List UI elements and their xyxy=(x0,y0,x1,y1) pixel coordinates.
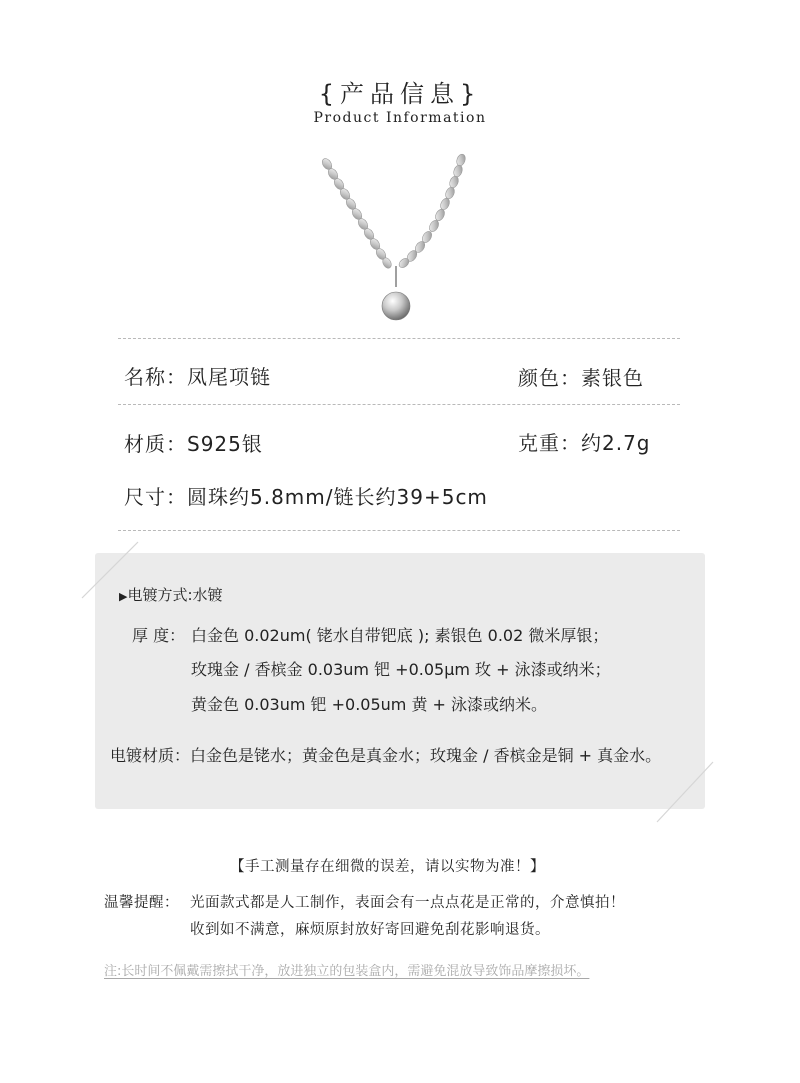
plating-info-panel xyxy=(95,553,705,809)
divider xyxy=(118,530,680,531)
notice-headline: 【手工测量存在细微的误差，请以实物为准！】 xyxy=(230,859,545,875)
spec-material: 材质：S925银 xyxy=(124,432,263,456)
thickness-line: 白金色 0.02um( 铑水自带钯底 ); 素银色 0.02 微米厚银； xyxy=(191,626,609,645)
corner-decoration xyxy=(655,760,715,824)
spec-name: 名称：凤尾项链 xyxy=(124,365,271,389)
triangle-marker-icon: ▶ xyxy=(119,590,128,603)
plating-material: 电镀材质：白金色是铑水；黄金色是真金水；玫瑰金 / 香槟金是铜 + 真金水。 xyxy=(110,746,662,765)
divider xyxy=(118,338,680,339)
tips-label: 温馨提醒： xyxy=(104,895,179,911)
divider xyxy=(118,404,680,405)
spec-size: 尺寸：圆珠约5.8mm/链长约39+5cm xyxy=(124,485,488,509)
chain-right xyxy=(397,153,466,269)
spec-color: 颜色：素银色 xyxy=(518,366,644,390)
spec-weight: 克重：约2.7g xyxy=(518,431,651,455)
tips-line: 光面款式都是人工制作，表面会有一点点花是正常的，介意慎拍！ xyxy=(190,895,625,911)
thickness-line: 玫瑰金 / 香槟金 0.03um 钯 +0.05μm 玫 + 泳漆或纳米； xyxy=(191,660,611,679)
chain-left xyxy=(320,157,393,270)
plating-heading: ▶电镀方式:水镀 xyxy=(119,586,223,604)
corner-decoration xyxy=(80,540,140,600)
tips-line: 收到如不满意，麻烦原封放好寄回避免刮花影响退货。 xyxy=(190,922,550,938)
page-title: {产品信息} xyxy=(318,80,482,108)
necklace-product-image xyxy=(300,150,500,330)
thickness-line: 黄金色 0.03um 钯 +0.05um 黄 + 泳漆或纳米。 xyxy=(191,695,548,714)
bead-pendant xyxy=(382,292,410,320)
thickness-label: 厚 度： xyxy=(132,626,186,645)
care-footnote: 注:长时间不佩戴需擦拭干净，放进独立的包装盒内，需避免混放导致饰品摩擦损坏。 xyxy=(104,964,590,979)
page-subtitle: Product Information xyxy=(313,110,487,126)
